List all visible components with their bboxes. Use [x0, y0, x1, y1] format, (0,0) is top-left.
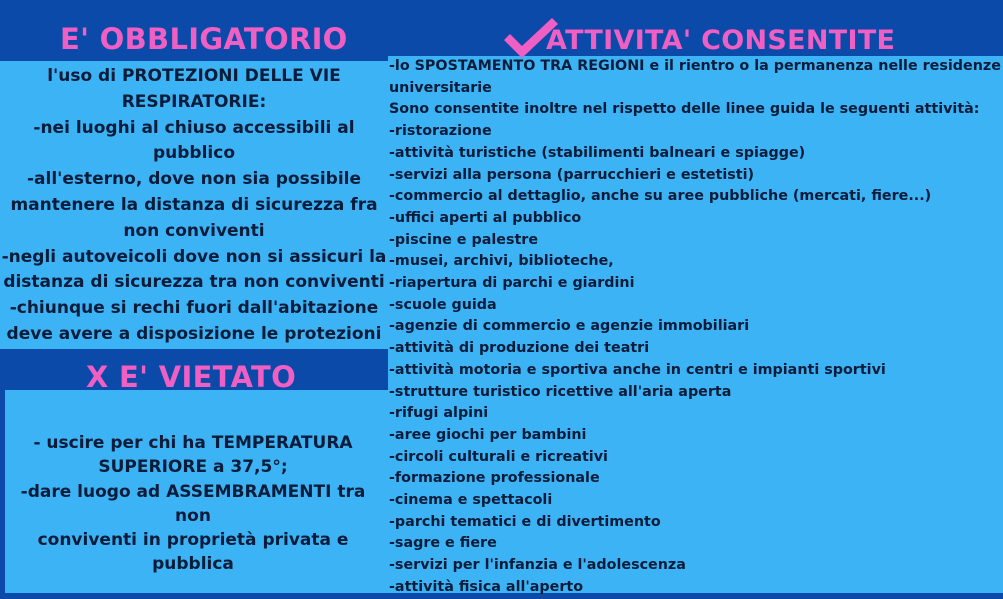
list-item: -musei, archivi, biblioteche, — [389, 253, 614, 270]
list-item: -formazione professionale — [389, 470, 600, 487]
list-item: -attività fisica all'aperto — [389, 578, 584, 595]
list-item: -servizi per l'infanzia e l'adolescenza — [389, 557, 686, 574]
list-item: -commercio al dettaglio, anche su aree pubbliche (mercati, fiere...) — [389, 188, 932, 205]
obbligatorio-line: -all'esterno, dove non sia possibile — [26, 169, 361, 190]
obbligatorio-line: mantenere la distanza di sicurezza fra — [10, 194, 378, 215]
list-item: -cinema e spettacoli — [389, 492, 553, 509]
vietato-text — [0, 431, 386, 577]
obbligatorio-line: -negli autoveicoli dove non si assicuri la — [1, 246, 387, 267]
obbligatorio-title: E' OBBLIGATORIO — [60, 22, 348, 56]
obbligatorio-line: RESPIRATORIE: — [121, 91, 267, 112]
list-item: -scuole guida — [389, 296, 497, 313]
list-item: -attività motoria e sportiva anche in centri e impianti sportivi — [389, 361, 886, 378]
consentite-title: ATTIVITA' CONSENTITE — [546, 25, 896, 56]
obbligatorio-line: -chiunque si rechi fuori dall'abitazione — [9, 298, 379, 319]
list-item: -servizi alla persona (parrucchieri e estetisti) — [389, 166, 755, 183]
list-item: -attività turistiche (stabilimenti balneari e spiagge) — [389, 144, 806, 161]
vietato-line: pubblica — [152, 554, 234, 575]
vietato-line: conviventi in proprietà privata e — [37, 530, 349, 551]
list-item: -circoli culturali e ricreativi — [389, 448, 608, 465]
list-item: -attività di produzione dei teatri — [389, 340, 650, 357]
obbligatorio-text — [0, 64, 388, 348]
vietato-title: X E' VIETATO — [86, 360, 297, 394]
obbligatorio-line: pubblico — [152, 143, 236, 164]
obbligatorio-line: non conviventi — [123, 220, 265, 241]
list-item: -piscine e palestre — [389, 231, 539, 248]
list-item: -lo SPOSTAMENTO TRA REGIONI e il rientro o la permanenza nelle residenze universitarie — [389, 58, 1001, 96]
list-item: -rifugi alpini — [389, 405, 489, 422]
list-item: -uffici aperti al pubblico — [389, 209, 582, 226]
obbligatorio-line: distanza di sicurezza tra non conviventi — [3, 272, 385, 293]
list-item: -ristorazione — [389, 123, 492, 140]
list-item: -strutture turistico ricettive all'aria aperta — [389, 383, 732, 400]
vietato-line: SUPERIORE a 37,5°; — [98, 457, 288, 478]
vietato-line: - uscire per chi ha TEMPERATURA — [33, 433, 353, 453]
list-item: -sagre e fiere — [389, 535, 497, 552]
obbligatorio-line: -nei luoghi al chiuso accessibili al — [33, 117, 355, 138]
list-item: -parchi tematici e di divertimento — [389, 513, 661, 530]
obbligatorio-line: l'uso di PROTEZIONI DELLE VIE — [47, 66, 341, 86]
list-item: -aree giochi per bambini — [389, 426, 587, 443]
obbligatorio-line: deve avere a disposizione le protezioni — [6, 323, 382, 344]
vietato-line: -dare luogo ad ASSEMBRAMENTI tra non — [20, 481, 366, 526]
list-item: -riapertura di parchi e giardini — [389, 275, 635, 292]
list-item: Sono consentite inoltre nel rispetto delle linee guida le seguenti attività: — [389, 101, 980, 118]
consentite-list — [389, 56, 1003, 599]
list-item: -agenzie di commercio e agenzie immobiliari — [389, 318, 750, 335]
